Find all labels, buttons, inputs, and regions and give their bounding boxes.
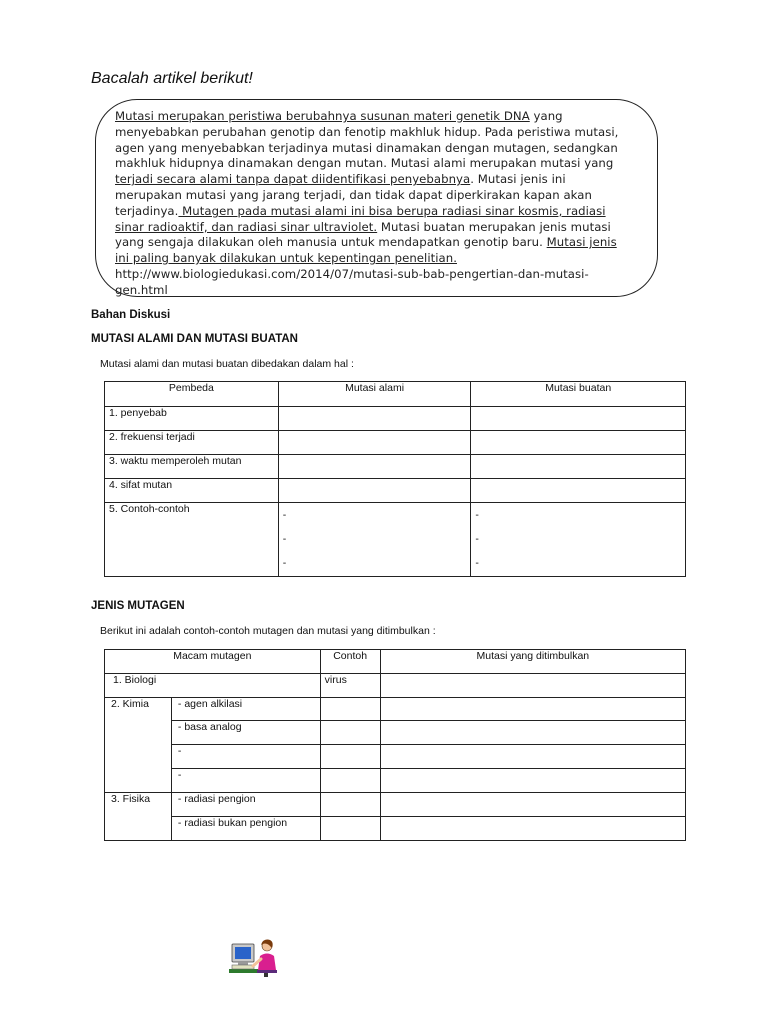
table-header: Mutasi alami [278, 382, 471, 407]
monitor-stand [238, 962, 248, 965]
mutagen-table [104, 649, 686, 841]
article-line [115, 220, 655, 236]
table-cell [278, 455, 471, 479]
article-text-segment: Mutasi buatan merupakan jenis mutasi [377, 219, 611, 234]
table-cell [380, 674, 685, 698]
row-label: 2. frekuensi terjadi [105, 431, 279, 455]
table-header: Pembeda [105, 382, 279, 407]
table-cell [278, 407, 471, 431]
article-line [115, 267, 655, 283]
mutation-comparison-table [104, 381, 686, 577]
person-at-computer-icon [228, 936, 282, 978]
underlined-text: Mutasi merupakan peristiwa berubahnya susunan materi genetik DNA [115, 109, 530, 123]
article-text-segment: . Mutasi jenis ini [470, 172, 566, 187]
article-line [115, 172, 655, 188]
article-line [115, 109, 655, 125]
keyboard [232, 965, 254, 969]
table-header: Mutasi yang ditimbulkan [380, 650, 685, 674]
table-cell [471, 431, 686, 455]
dash: - [282, 533, 287, 545]
screen [235, 947, 251, 959]
article-line [115, 283, 655, 299]
mutagen-category: 2. Kimia [105, 698, 172, 793]
discussion-label: Bahan Diskusi [91, 309, 171, 321]
mutagen-item: - [171, 769, 320, 793]
table-cell [320, 793, 380, 817]
mutagen-item: - radiasi bukan pengion [171, 817, 320, 841]
underlined-text: terjadi secara alami tanpa dapat diidentifikasi penyebabnya [115, 172, 471, 187]
mutagen-category: 3. Fisika [105, 793, 172, 841]
example-cell [471, 503, 686, 577]
table-cell [380, 698, 685, 721]
row-label: 3. waktu memperoleh mutan [105, 455, 279, 479]
table-header: Mutasi buatan [471, 382, 686, 407]
article-text [115, 109, 655, 299]
row-label: 1. penyebab [105, 407, 279, 431]
row-label: 4. sifat mutan [105, 479, 279, 503]
article-text-segment: gen.html [115, 282, 168, 297]
dash: - [475, 509, 479, 521]
table-cell [471, 407, 686, 431]
page-heading: Bacalah artikel berikut! [91, 70, 253, 87]
row-label: 5. Contoh-contoh [105, 503, 279, 577]
article-text-segment: terjadinya. [115, 203, 179, 218]
underlined-text: sinar radioaktif, dan radiasi sinar ultraviolet. [115, 219, 378, 234]
article-line [115, 251, 655, 267]
table-cell [380, 721, 685, 745]
example-cell [278, 503, 471, 577]
table-cell [320, 745, 380, 769]
article-text-segment: yang [529, 109, 563, 123]
table-header: Contoh [320, 650, 380, 674]
article-text-segment: makhluk hidupnya dinamakan dengan mutan. Mutasi alami merupakan mutasi yang [115, 156, 614, 171]
article-line [115, 156, 655, 172]
section2-intro: Berikut ini adalah contoh-contoh mutagen dan mutasi yang ditimbulkan : [100, 625, 436, 637]
dash: - [475, 557, 479, 569]
table-cell [278, 431, 471, 455]
table-cell [471, 479, 686, 503]
table-cell [320, 698, 380, 721]
table-cell [320, 817, 380, 841]
underlined-text: Mutasi jenis [546, 235, 617, 250]
mutagen-item: - radiasi pengion [171, 793, 320, 817]
chair-leg [264, 973, 268, 977]
table-cell [320, 769, 380, 793]
article-text-segment: yang sengaja dilakukan oleh manusia untuk mendapatkan genotip baru. [115, 235, 547, 250]
dash: - [282, 509, 287, 521]
article-line [115, 125, 655, 141]
section2-title: JENIS MUTAGEN [91, 600, 185, 612]
table-cell [278, 479, 471, 503]
article-text-segment: agen yang menyebabkan terjadinya mutasi dinamakan dengan mutagen, sedangkan [115, 140, 618, 155]
article-text-segment: http://www.biologiedukasi.com/2014/07/mutasi-sub-bab-pengertian-dan-mutasi- [115, 266, 589, 281]
section1-intro: Mutasi alami dan mutasi buatan dibedakan dalam hal : [100, 358, 354, 370]
article-text-segment: merupakan mutasi yang jarang terjadi, dan tidak dapat diperkirakan kapan akan [115, 187, 592, 202]
dash: - [282, 557, 287, 569]
dash: - [475, 533, 479, 545]
article-line [115, 204, 655, 220]
table-cell [320, 721, 380, 745]
underlined-text: Mutagen pada mutasi alami ini bisa berupa radiasi sinar kosmis, radiasi [178, 203, 606, 218]
body [258, 954, 276, 971]
mutagen-item: - basa analog [171, 721, 320, 745]
mutagen-item: - agen alkilasi [171, 698, 320, 721]
article-line [115, 141, 655, 157]
chair [257, 970, 277, 973]
table-header: Macam mutagen [105, 650, 321, 674]
mutagen-item: - [171, 745, 320, 769]
table-cell [380, 817, 685, 841]
article-line [115, 188, 655, 204]
mutagen-category: 1. Biologi [105, 674, 321, 698]
table-cell [380, 793, 685, 817]
table-cell [471, 455, 686, 479]
article-text-segment: menyebabkan perubahan genotip dan fenotip makhluk hidup. Pada peristiwa mutasi, [115, 124, 619, 139]
table-cell [380, 769, 685, 793]
article-line [115, 235, 655, 251]
table-cell [380, 745, 685, 769]
example-value: virus [320, 674, 380, 698]
underlined-text: ini paling banyak dilakukan untuk kepentingan penelitian. [115, 251, 457, 266]
section1-title: MUTASI ALAMI DAN MUTASI BUATAN [91, 333, 298, 345]
